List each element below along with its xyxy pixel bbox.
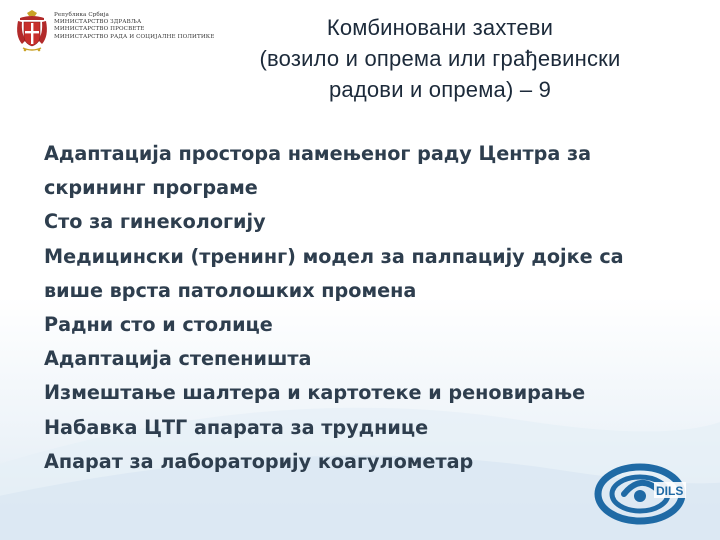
list-item: [44, 137, 704, 205]
list-item-text: Сто за гинекологију: [44, 210, 266, 234]
list-item-text: Набавка ЦТГ апарата за труднице: [44, 415, 429, 439]
list-item: [44, 205, 704, 239]
slide-title: [200, 12, 680, 105]
title-line: радови и опрема) – 9: [328, 77, 552, 102]
list-item-text: Медицински (тренинг) модел за палпацију дојке са: [44, 244, 624, 268]
list-item: [44, 308, 704, 342]
list-item-text: Адаптација простора намењеног раду Центра за: [44, 142, 592, 165]
list-item-text: Измештање шалтера и картотеке и реновирање: [44, 381, 586, 405]
serbia-coat-of-arms-icon: [14, 10, 50, 56]
list-item-text: више врста патолошких промена: [44, 278, 417, 302]
item-list: [44, 137, 704, 479]
list-item: [44, 376, 704, 410]
ministry-line: Република Србија: [54, 12, 109, 18]
ministry-names: [54, 12, 214, 41]
list-item-text: скрининг програме: [44, 176, 258, 200]
dils-logo: [594, 460, 694, 526]
list-item-text: Адаптација степеништа: [44, 347, 312, 371]
ministry-line: МИНИСТАРСТВО ЗДРАВЉА: [54, 19, 142, 26]
ministry-line: МИНИСТАРСТВО РАДА И СОЦИЈАЛНЕ ПОЛИТИКЕ: [54, 33, 215, 40]
ministry-line: МИНИСТАРСТВО ПРОСВЕТЕ: [54, 26, 145, 33]
title-line: (возило и опрема или грађевински: [259, 46, 621, 71]
logo-text: DILS: [656, 484, 684, 498]
list-item: [44, 342, 704, 376]
government-header: [14, 10, 215, 70]
list-item: [44, 411, 704, 445]
list-item-text: Апарат за лабораторију коагулометар: [44, 449, 474, 473]
title-line: Комбиновани захтеви: [326, 15, 554, 40]
list-item-text: Радни сто и столице: [44, 312, 273, 336]
list-item: [44, 240, 704, 308]
